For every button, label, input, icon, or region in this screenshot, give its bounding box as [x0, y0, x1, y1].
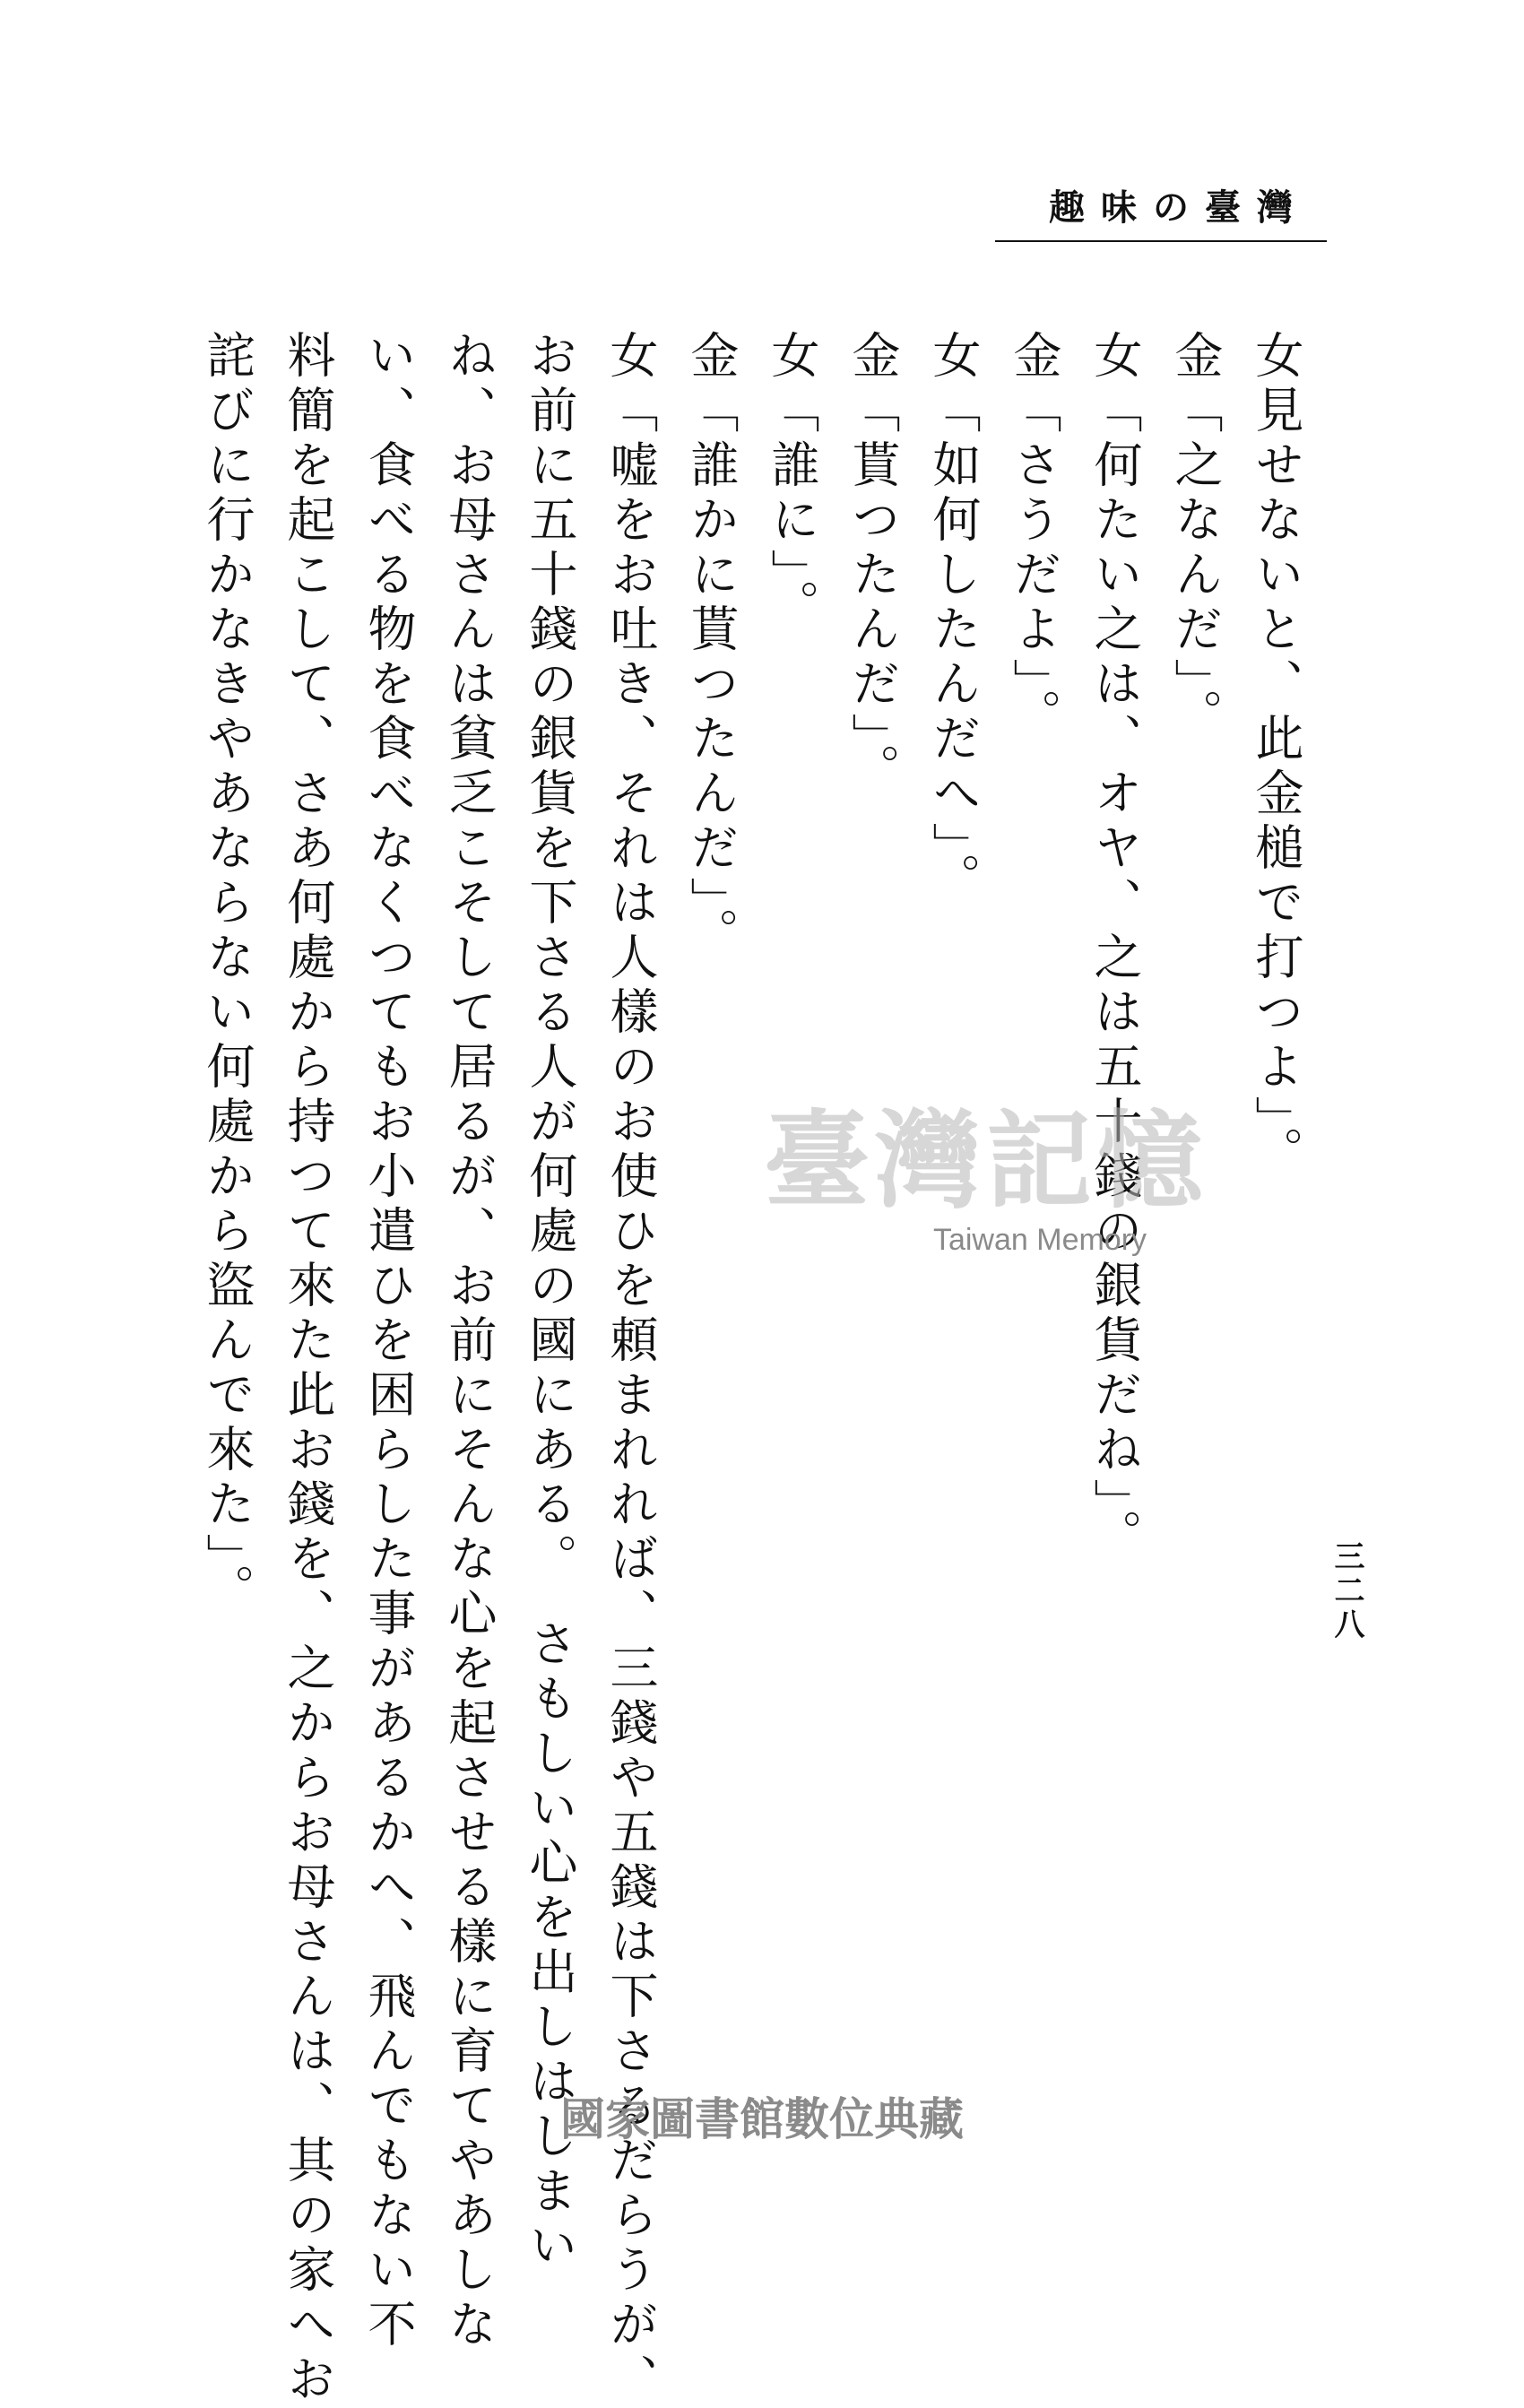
text-line: 女「如何したんだへ」。: [925, 330, 982, 907]
running-title: 趣味の臺灣: [1049, 186, 1309, 229]
text-line: い、食べる物を食べなくつてもお小遣ひを困らした事があるかへ、飛んでもない不: [360, 330, 417, 2353]
watermark-en: Taiwan Memory: [932, 1223, 1147, 1257]
text-line: 女「誰に」。: [764, 330, 820, 634]
text-line: お前に五十錢の銀貨を下さる人が何處の國にある。 さもしい心を出しはしまい: [522, 330, 578, 2274]
text-line: 女「嘘をお吐き、それは人樣のお使ひを頼まれれば、三錢や五錢は下さるだらうが、: [602, 330, 659, 2408]
text-line: 女「何たい之は、オヤ、之は五十錢の銀貨だね」。: [1087, 330, 1143, 1563]
page-number: 三二八: [1329, 1540, 1364, 1642]
text-line: ね、お母さんは貧乏こそして居るが、お前にそんな心を起させる樣に育てやあしな: [441, 330, 498, 2353]
text-line: 金「之なんだ」。: [1167, 330, 1224, 743]
text-line: 金「貰つたんだ」。: [844, 330, 901, 798]
footer-collection-credit: 國家圖書館數位典藏: [560, 2093, 964, 2145]
text-line: 女見せないと、此金槌で打つよ」。: [1248, 330, 1304, 1181]
text-line: 料簡を起こして、さあ何處から持つて來た此お錢を、之からお母さんは、其の家へお: [280, 330, 336, 2408]
watermark-cjk: 臺灣記憶: [764, 1098, 1209, 1223]
text-line: 金「誰かに貰つたんだ」。: [683, 330, 740, 962]
text-line: 詫びに行かなきやあならない何處から盜んで來た」。: [199, 330, 255, 1618]
text-line: 金「さうだよ」。: [1006, 330, 1062, 743]
header-rule: [995, 240, 1327, 242]
